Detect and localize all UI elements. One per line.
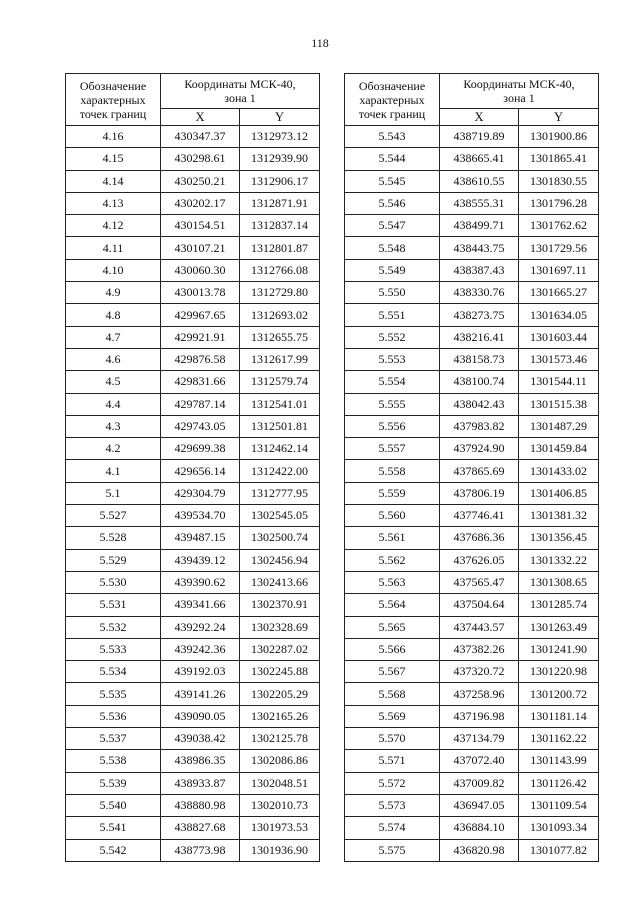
table-row (345, 638, 599, 660)
table-row (345, 527, 599, 549)
table-row (345, 661, 599, 683)
y-coordinate-cell: 1302048.51 (240, 772, 320, 794)
point-name-cell: 5.531 (66, 594, 161, 616)
table-row (345, 126, 599, 148)
y-coordinate-cell: 1301487.29 (519, 415, 599, 437)
x-coordinate-cell: 439141.26 (161, 683, 240, 705)
x-coordinate-cell: 437320.72 (440, 661, 519, 683)
table-row (66, 393, 320, 415)
x-coordinate-cell: 438665.41 (440, 148, 519, 170)
y-coordinate-cell: 1312501.81 (240, 415, 320, 437)
y-coordinate-cell: 1302370.91 (240, 594, 320, 616)
table-row (345, 549, 599, 571)
point-name-cell: 4.6 (66, 348, 161, 370)
point-name-cell: 5.554 (345, 371, 440, 393)
point-name-cell: 5.528 (66, 527, 161, 549)
table-row (345, 237, 599, 259)
table-row (345, 170, 599, 192)
point-name-cell: 5.564 (345, 594, 440, 616)
x-coordinate-cell: 430250.21 (161, 170, 240, 192)
y-coordinate-cell: 1302245.88 (240, 661, 320, 683)
table-row (345, 772, 599, 794)
point-name-cell: 4.8 (66, 304, 161, 326)
y-coordinate-cell: 1301665.27 (519, 282, 599, 304)
table-row (66, 482, 320, 504)
table-row (345, 371, 599, 393)
table-row (66, 839, 320, 861)
y-coordinate-cell: 1312777.95 (240, 482, 320, 504)
point-name-cell: 5.552 (345, 326, 440, 348)
y-coordinate-cell: 1301356.45 (519, 527, 599, 549)
y-coordinate-cell: 1312579.74 (240, 371, 320, 393)
table-row (66, 817, 320, 839)
y-coordinate-cell: 1301544.11 (519, 371, 599, 393)
x-coordinate-cell: 438880.98 (161, 794, 240, 816)
point-name-cell: 5.569 (345, 705, 440, 727)
x-coordinate-cell: 438499.71 (440, 215, 519, 237)
x-coordinate-cell: 439038.42 (161, 728, 240, 750)
table-row (345, 438, 599, 460)
point-name-cell: 5.544 (345, 148, 440, 170)
x-coordinate-cell: 438216.41 (440, 326, 519, 348)
table-row (66, 505, 320, 527)
table-row (345, 192, 599, 214)
table-row (66, 683, 320, 705)
table-row (345, 728, 599, 750)
table-row (345, 326, 599, 348)
coordinates-rows (66, 126, 320, 862)
x-coordinate-cell: 436884.10 (440, 817, 519, 839)
y-coordinate-cell: 1301200.72 (519, 683, 599, 705)
x-coordinate-cell: 439192.03 (161, 661, 240, 683)
x-coordinate-cell: 437072.40 (440, 750, 519, 772)
point-name-cell: 5.559 (345, 482, 440, 504)
x-coordinate-cell: 438986.35 (161, 750, 240, 772)
table-row (66, 616, 320, 638)
point-name-cell: 5.536 (66, 705, 161, 727)
x-coordinate-cell: 439242.36 (161, 638, 240, 660)
x-coordinate-cell: 437443.57 (440, 616, 519, 638)
table-row (345, 348, 599, 370)
point-name-cell: 4.14 (66, 170, 161, 192)
x-coordinate-cell: 438042.43 (440, 393, 519, 415)
point-name-cell: 5.1 (66, 482, 161, 504)
point-name-cell: 4.15 (66, 148, 161, 170)
point-name-header-line3: точек границ (358, 106, 426, 121)
table-row (66, 192, 320, 214)
point-name-cell: 5.542 (66, 839, 161, 861)
point-name-cell: 5.563 (345, 571, 440, 593)
point-name-cell: 5.573 (345, 794, 440, 816)
point-name-cell: 5.540 (66, 794, 161, 816)
table-row (345, 594, 599, 616)
point-name-cell: 5.558 (345, 460, 440, 482)
y-coordinate-cell: 1301126.42 (519, 772, 599, 794)
y-coordinate-cell: 1302165.26 (240, 705, 320, 727)
x-coordinate-cell: 438443.75 (440, 237, 519, 259)
point-name-header-line3: точек границ (79, 106, 147, 121)
table-row (66, 638, 320, 660)
x-coordinate-cell: 429921.91 (161, 326, 240, 348)
x-coordinate-cell: 437983.82 (440, 415, 519, 437)
point-name-cell: 4.2 (66, 438, 161, 460)
y-coordinate-cell: 1302500.74 (240, 527, 320, 549)
x-coordinate-cell: 429699.38 (161, 438, 240, 460)
x-coordinate-cell: 438158.73 (440, 348, 519, 370)
x-coordinate-cell: 439439.12 (161, 549, 240, 571)
y-coordinate-cell: 1312837.14 (240, 215, 320, 237)
table-row (345, 259, 599, 281)
table-row (66, 460, 320, 482)
x-coordinate-cell: 437565.47 (440, 571, 519, 593)
table-row (66, 170, 320, 192)
x-coordinate-cell: 430154.51 (161, 215, 240, 237)
point-name-cell: 5.548 (345, 237, 440, 259)
x-coordinate-cell: 429304.79 (161, 482, 240, 504)
point-name-cell: 5.533 (66, 638, 161, 660)
coordinates-group-header (161, 74, 320, 109)
x-coordinate-cell: 437258.96 (440, 683, 519, 705)
y-coordinate-cell: 1301093.34 (519, 817, 599, 839)
y-coordinate-cell: 1301762.62 (519, 215, 599, 237)
y-coordinate-cell: 1301936.90 (240, 839, 320, 861)
y-coordinate-cell: 1312617.99 (240, 348, 320, 370)
point-name-header-line2: характерных (359, 92, 425, 107)
table-row (66, 571, 320, 593)
x-coordinate-cell: 430347.37 (161, 126, 240, 148)
point-name-cell: 5.537 (66, 728, 161, 750)
y-coordinate-cell: 1301332.22 (519, 549, 599, 571)
table-row (66, 728, 320, 750)
y-coordinate-cell: 1301796.28 (519, 192, 599, 214)
y-coordinate-cell: 1301109.54 (519, 794, 599, 816)
coordinates-rows (345, 126, 599, 862)
table-row (66, 259, 320, 281)
point-name-cell: 4.1 (66, 460, 161, 482)
y-column-header: Y (240, 109, 320, 126)
point-name-cell: 5.568 (345, 683, 440, 705)
x-coordinate-cell: 438933.87 (161, 772, 240, 794)
y-coordinate-cell: 1301634.05 (519, 304, 599, 326)
x-coordinate-cell: 429967.65 (161, 304, 240, 326)
point-name-cell: 4.12 (66, 215, 161, 237)
table-row (345, 415, 599, 437)
point-name-cell: 5.566 (345, 638, 440, 660)
point-name-cell: 5.550 (345, 282, 440, 304)
table-row (345, 683, 599, 705)
y-coordinate-cell: 1301220.98 (519, 661, 599, 683)
y-coordinate-cell: 1302010.73 (240, 794, 320, 816)
point-name-cell: 5.567 (345, 661, 440, 683)
x-coordinate-cell: 437746.41 (440, 505, 519, 527)
point-name-header-line1: Обозначение (79, 78, 147, 93)
x-coordinate-cell: 438330.76 (440, 282, 519, 304)
x-coordinate-cell: 437686.36 (440, 527, 519, 549)
x-coordinate-cell: 438100.74 (440, 371, 519, 393)
point-name-cell: 5.556 (345, 415, 440, 437)
x-coordinate-cell: 438719.89 (440, 126, 519, 148)
x-coordinate-cell: 439341.66 (161, 594, 240, 616)
y-coordinate-cell: 1302205.29 (240, 683, 320, 705)
point-name-cell: 5.543 (345, 126, 440, 148)
point-name-cell: 5.551 (345, 304, 440, 326)
y-coordinate-cell: 1312766.08 (240, 259, 320, 281)
table-row (345, 148, 599, 170)
point-name-cell: 4.11 (66, 237, 161, 259)
table-row (66, 772, 320, 794)
point-name-cell: 5.534 (66, 661, 161, 683)
y-coordinate-cell: 1301181.14 (519, 705, 599, 727)
y-coordinate-cell: 1301729.56 (519, 237, 599, 259)
x-coordinate-cell: 437626.05 (440, 549, 519, 571)
table-row (345, 304, 599, 326)
x-coordinate-cell: 430013.78 (161, 282, 240, 304)
table-row (66, 415, 320, 437)
table-row (345, 215, 599, 237)
point-name-cell: 5.575 (345, 839, 440, 861)
y-coordinate-cell: 1302086.86 (240, 750, 320, 772)
point-name-cell: 5.532 (66, 616, 161, 638)
y-coordinate-cell: 1312693.02 (240, 304, 320, 326)
point-name-cell: 5.570 (345, 728, 440, 750)
table-row (345, 817, 599, 839)
point-name-cell: 5.530 (66, 571, 161, 593)
point-name-cell: 5.574 (345, 817, 440, 839)
table-row (345, 616, 599, 638)
y-coordinate-cell: 1301241.90 (519, 638, 599, 660)
point-name-cell: 5.547 (345, 215, 440, 237)
table-row (66, 594, 320, 616)
point-name-header (345, 74, 440, 126)
y-coordinate-cell: 1301697.11 (519, 259, 599, 281)
point-name-cell: 5.560 (345, 505, 440, 527)
x-coordinate-cell: 437865.69 (440, 460, 519, 482)
y-coordinate-cell: 1301406.85 (519, 482, 599, 504)
x-coordinate-cell: 438827.68 (161, 817, 240, 839)
x-coordinate-cell: 438555.31 (440, 192, 519, 214)
table-row (345, 705, 599, 727)
point-name-cell: 5.545 (345, 170, 440, 192)
y-coordinate-cell: 1301865.41 (519, 148, 599, 170)
point-name-cell: 5.549 (345, 259, 440, 281)
x-coordinate-cell: 438273.75 (440, 304, 519, 326)
x-coordinate-cell: 430298.61 (161, 148, 240, 170)
y-coordinate-cell: 1301285.74 (519, 594, 599, 616)
point-name-cell: 5.571 (345, 750, 440, 772)
table-row (66, 237, 320, 259)
table-row (345, 505, 599, 527)
table-row (66, 326, 320, 348)
point-name-cell: 4.9 (66, 282, 161, 304)
point-name-cell: 4.3 (66, 415, 161, 437)
y-coordinate-cell: 1301433.02 (519, 460, 599, 482)
x-coordinate-cell: 429831.66 (161, 371, 240, 393)
table-row (66, 304, 320, 326)
table-row (66, 794, 320, 816)
coordinates-group-header-line2: зона 1 (503, 91, 535, 105)
table-row (66, 549, 320, 571)
y-coordinate-cell: 1312655.75 (240, 326, 320, 348)
point-name-cell: 5.539 (66, 772, 161, 794)
point-name-cell: 5.538 (66, 750, 161, 772)
coordinates-group-header (440, 74, 599, 109)
point-name-cell: 5.527 (66, 505, 161, 527)
y-coordinate-cell: 1301143.99 (519, 750, 599, 772)
x-coordinate-cell: 438773.98 (161, 839, 240, 861)
table-row (345, 794, 599, 816)
table-row (345, 571, 599, 593)
x-coordinate-cell: 437924.90 (440, 438, 519, 460)
point-name-cell: 4.4 (66, 393, 161, 415)
y-coordinate-cell: 1312422.00 (240, 460, 320, 482)
table-row (345, 282, 599, 304)
y-coordinate-cell: 1301162.22 (519, 728, 599, 750)
y-coordinate-cell: 1301077.82 (519, 839, 599, 861)
y-coordinate-cell: 1301263.49 (519, 616, 599, 638)
y-coordinate-cell: 1301308.65 (519, 571, 599, 593)
point-name-header-line1: Обозначение (358, 78, 426, 93)
x-coordinate-cell: 436820.98 (440, 839, 519, 861)
y-coordinate-cell: 1302287.02 (240, 638, 320, 660)
table-row (66, 348, 320, 370)
y-coordinate-cell: 1312939.90 (240, 148, 320, 170)
x-coordinate-cell: 429743.05 (161, 415, 240, 437)
y-coordinate-cell: 1301459.84 (519, 438, 599, 460)
x-coordinate-cell: 430107.21 (161, 237, 240, 259)
y-coordinate-cell: 1302456.94 (240, 549, 320, 571)
coordinates-group-header-line1: Координаты МСК-40, (463, 77, 575, 91)
table-row (345, 839, 599, 861)
table-row (66, 148, 320, 170)
y-coordinate-cell: 1301973.53 (240, 817, 320, 839)
x-coordinate-cell: 437806.19 (440, 482, 519, 504)
table-row (345, 393, 599, 415)
y-coordinate-cell: 1302328.69 (240, 616, 320, 638)
point-name-cell: 5.555 (345, 393, 440, 415)
x-coordinate-cell: 437382.26 (440, 638, 519, 660)
point-name-cell: 5.546 (345, 192, 440, 214)
x-coordinate-cell: 437196.98 (440, 705, 519, 727)
point-name-cell: 4.13 (66, 192, 161, 214)
table-row (345, 750, 599, 772)
point-name-cell: 5.562 (345, 549, 440, 571)
x-coordinate-cell: 437009.82 (440, 772, 519, 794)
point-name-cell: 5.553 (345, 348, 440, 370)
x-coordinate-cell: 439534.70 (161, 505, 240, 527)
table-row (66, 126, 320, 148)
y-coordinate-cell: 1302125.78 (240, 728, 320, 750)
y-coordinate-cell: 1312541.01 (240, 393, 320, 415)
table-row (345, 460, 599, 482)
point-name-header (66, 74, 161, 126)
x-coordinate-cell: 438610.55 (440, 170, 519, 192)
y-coordinate-cell: 1312871.91 (240, 192, 320, 214)
y-coordinate-cell: 1312801.87 (240, 237, 320, 259)
table-row (66, 527, 320, 549)
x-coordinate-cell: 437504.64 (440, 594, 519, 616)
coordinates-group-header-line2: зона 1 (224, 91, 256, 105)
x-coordinate-cell: 429876.58 (161, 348, 240, 370)
y-coordinate-cell: 1312462.14 (240, 438, 320, 460)
y-coordinate-cell: 1301515.38 (519, 393, 599, 415)
table-row (66, 705, 320, 727)
y-coordinate-cell: 1312906.17 (240, 170, 320, 192)
y-coordinate-cell: 1312729.80 (240, 282, 320, 304)
point-name-header-line2: характерных (80, 92, 146, 107)
table-row (66, 282, 320, 304)
coordinates-table-left (65, 73, 320, 862)
coordinates-table-right (344, 73, 599, 862)
point-name-cell: 5.561 (345, 527, 440, 549)
y-coordinate-cell: 1312973.12 (240, 126, 320, 148)
x-coordinate-cell: 438387.43 (440, 259, 519, 281)
y-coordinate-cell: 1301900.86 (519, 126, 599, 148)
x-coordinate-cell: 439390.62 (161, 571, 240, 593)
table-row (66, 371, 320, 393)
x-coordinate-cell: 439090.05 (161, 705, 240, 727)
point-name-cell: 4.16 (66, 126, 161, 148)
point-name-cell: 5.572 (345, 772, 440, 794)
point-name-cell: 5.557 (345, 438, 440, 460)
point-name-cell: 4.7 (66, 326, 161, 348)
point-name-cell: 5.529 (66, 549, 161, 571)
point-name-cell: 5.565 (345, 616, 440, 638)
table-row (66, 215, 320, 237)
x-coordinate-cell: 439292.24 (161, 616, 240, 638)
y-coordinate-cell: 1302413.66 (240, 571, 320, 593)
page-number: 118 (311, 36, 329, 50)
y-coordinate-cell: 1302545.05 (240, 505, 320, 527)
point-name-cell: 4.10 (66, 259, 161, 281)
y-coordinate-cell: 1301573.46 (519, 348, 599, 370)
x-coordinate-cell: 429787.14 (161, 393, 240, 415)
table-row (66, 661, 320, 683)
table-row (66, 750, 320, 772)
table-row (345, 482, 599, 504)
y-column-header: Y (519, 109, 599, 126)
table-row (66, 438, 320, 460)
coordinates-group-header-line1: Координаты МСК-40, (184, 77, 296, 91)
x-coordinate-cell: 436947.05 (440, 794, 519, 816)
y-coordinate-cell: 1301603.44 (519, 326, 599, 348)
point-name-cell: 5.535 (66, 683, 161, 705)
point-name-cell: 4.5 (66, 371, 161, 393)
x-coordinate-cell: 439487.15 (161, 527, 240, 549)
y-coordinate-cell: 1301830.55 (519, 170, 599, 192)
x-coordinate-cell: 429656.14 (161, 460, 240, 482)
x-coordinate-cell: 430060.30 (161, 259, 240, 281)
point-name-cell: 5.541 (66, 817, 161, 839)
x-coordinate-cell: 430202.17 (161, 192, 240, 214)
y-coordinate-cell: 1301381.32 (519, 505, 599, 527)
x-coordinate-cell: 437134.79 (440, 728, 519, 750)
x-column-header: X (161, 109, 240, 126)
x-column-header: X (440, 109, 519, 126)
